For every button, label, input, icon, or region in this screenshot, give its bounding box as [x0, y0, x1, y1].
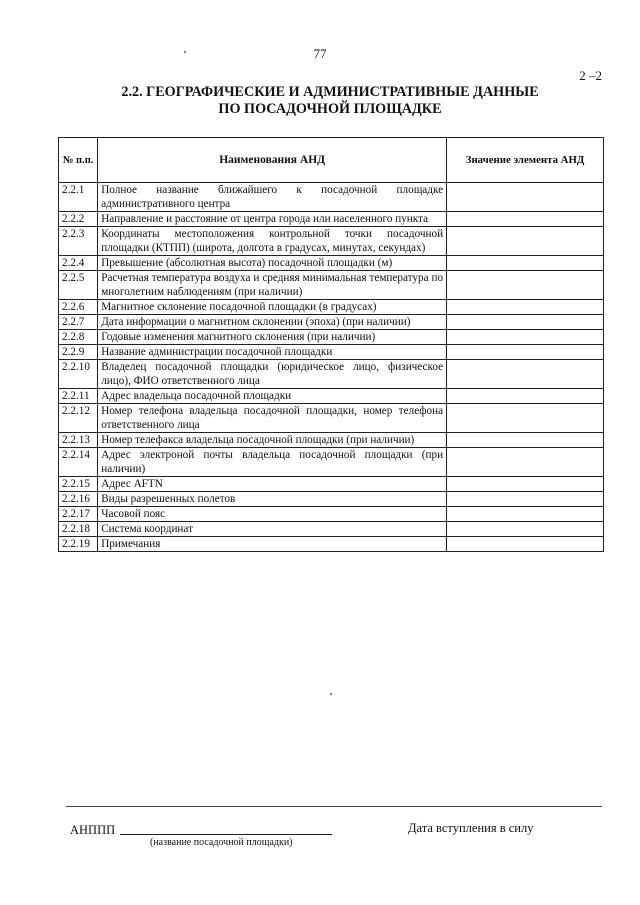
header-value: Значение элемента АНД: [447, 138, 604, 183]
section-code: 2 –2: [579, 68, 602, 83]
row-element-value: [447, 212, 604, 227]
row-element-value: [447, 330, 604, 345]
row-element-name: Номер телефона владельца посадочной площадки, номер телефона ответственного лица: [98, 404, 447, 433]
row-number: 2.2.9: [59, 345, 98, 360]
table-row: [59, 212, 604, 227]
row-element-name: Годовые изменения магнитного склонения (при наличии): [98, 330, 447, 345]
row-element-value: [447, 448, 604, 477]
footer-divider: [66, 806, 602, 807]
section-title: [0, 84, 640, 118]
row-number: 2.2.7: [59, 315, 98, 330]
row-number: 2.2.4: [59, 256, 98, 271]
row-number: 2.2.17: [59, 507, 98, 522]
row-number: 2.2.12: [59, 404, 98, 433]
row-element-value: [447, 389, 604, 404]
section-title-line-1: 2.2. ГЕОГРАФИЧЕСКИЕ И АДМИНИСТРАТИВНЫЕ ДАННЫЕ: [121, 84, 539, 100]
row-element-value: [447, 537, 604, 552]
table-header-row: [59, 138, 604, 183]
table-row: [59, 360, 604, 389]
table-row: [59, 330, 604, 345]
scan-speck: [184, 51, 186, 53]
row-number: 2.2.16: [59, 492, 98, 507]
footer-name-line: [120, 834, 332, 835]
row-element-value: [447, 183, 604, 212]
section-title-line-2: ПО ПОСАДОЧНОЙ ПЛОЩАДКЕ: [218, 101, 442, 117]
row-element-name: Адрес владельца посадочной площадки: [98, 389, 447, 404]
row-number: 2.2.3: [59, 227, 98, 256]
header-name: Наименования АНД: [98, 138, 447, 183]
row-element-name: Примечания: [98, 537, 447, 552]
table-row: [59, 522, 604, 537]
row-number: 2.2.15: [59, 477, 98, 492]
table-row: [59, 315, 604, 330]
table-row: [59, 433, 604, 448]
scan-speck: [330, 693, 332, 695]
page-number: 77: [313, 46, 327, 61]
table-row: [59, 404, 604, 433]
table-row: [59, 448, 604, 477]
row-number: 2.2.13: [59, 433, 98, 448]
row-number: 2.2.18: [59, 522, 98, 537]
footer-caption: (название посадочной площадки): [150, 837, 293, 848]
row-element-value: [447, 360, 604, 389]
row-number: 2.2.8: [59, 330, 98, 345]
row-element-value: [447, 315, 604, 330]
table-row: [59, 227, 604, 256]
row-element-value: [447, 522, 604, 537]
row-element-value: [447, 477, 604, 492]
table-row: [59, 389, 604, 404]
row-element-name: Магнитное склонение посадочной площадки (в градусах): [98, 300, 447, 315]
row-number: 2.2.10: [59, 360, 98, 389]
row-element-name: Система координат: [98, 522, 447, 537]
row-element-name: Направление и расстояние от центра города или населенного пункта: [98, 212, 447, 227]
row-element-value: [447, 300, 604, 315]
table-row: [59, 492, 604, 507]
row-number: 2.2.6: [59, 300, 98, 315]
row-number: 2.2.19: [59, 537, 98, 552]
row-element-name: Координаты местоположения контрольной точки посадочной площадки (КТПП) (широта, долгота в градусах, минутах, секундах): [98, 227, 447, 256]
row-element-name: Адрес электроной почты владельца посадочной площадки (при наличии): [98, 448, 447, 477]
row-number: 2.2.14: [59, 448, 98, 477]
row-element-value: [447, 345, 604, 360]
row-element-value: [447, 404, 604, 433]
row-number: 2.2.11: [59, 389, 98, 404]
footer-effective-date-label: Дата вступления в силу: [408, 821, 534, 835]
row-number: 2.2.1: [59, 183, 98, 212]
table-row: [59, 537, 604, 552]
row-element-value: [447, 433, 604, 448]
row-element-value: [447, 271, 604, 300]
row-element-value: [447, 492, 604, 507]
row-number: 2.2.2: [59, 212, 98, 227]
row-element-name: Виды разрешенных полетов: [98, 492, 447, 507]
table-row: [59, 507, 604, 522]
table-row: [59, 271, 604, 300]
row-element-name: Расчетная температура воздуха и средняя минимальная температура по многолетним наблюдениям (при наличии): [98, 271, 447, 300]
row-element-name: Номер телефакса владельца посадочной площадки (при наличии): [98, 433, 447, 448]
table-row: [59, 300, 604, 315]
row-element-name: Название администрации посадочной площадки: [98, 345, 447, 360]
row-element-value: [447, 227, 604, 256]
row-element-name: Превышение (абсолютная высота) посадочной площадки (м): [98, 256, 447, 271]
row-element-value: [447, 256, 604, 271]
table-row: [59, 477, 604, 492]
footer-anppp-label: АНППП: [70, 823, 116, 837]
and-table: [58, 137, 604, 552]
table-row: [59, 256, 604, 271]
table-row: [59, 183, 604, 212]
row-element-name: Полное название ближайшего к посадочной площадке административного центра: [98, 183, 447, 212]
row-element-value: [447, 507, 604, 522]
table-row: [59, 345, 604, 360]
row-element-name: Дата информации о магнитном склонении (эпоха) (при наличии): [98, 315, 447, 330]
row-element-name: Адрес AFTN: [98, 477, 447, 492]
row-element-name: Владелец посадочной площадки (юридическое лицо, физическое лицо), ФИО ответственного лица: [98, 360, 447, 389]
row-number: 2.2.5: [59, 271, 98, 300]
row-element-name: Часовой пояс: [98, 507, 447, 522]
header-num: № п.п.: [59, 138, 98, 183]
